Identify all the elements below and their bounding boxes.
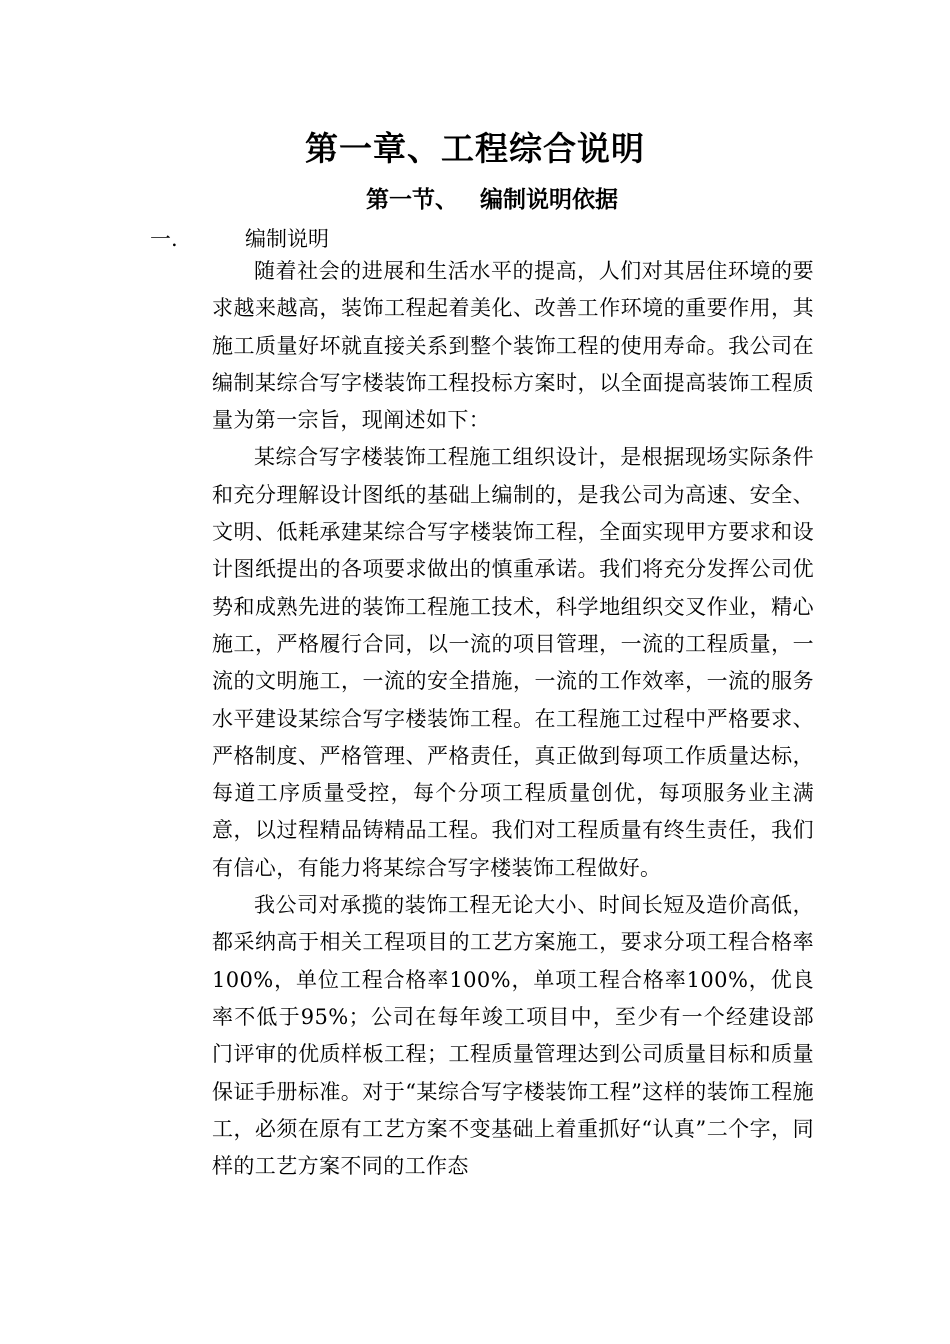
chapter-title: 第一章、工程综合说明 [305, 129, 645, 168]
section-title-text: 编制说明依据 [480, 187, 618, 213]
section-number: 第一节、 [366, 187, 458, 213]
item-number: 一. [150, 227, 178, 251]
item-heading [0, 221, 950, 257]
paragraph-3: 我公司对承揽的装饰工程无论大小、时间长短及造价高低，都采纳高于相关工程项目的工艺方案施工，要求分项工程合格率100%，单位工程合格率100%，单项工程合格率100%，优良率不低于95%；公司在每年竣工项目中，至少有一个经建设部门评审的优质样板工程；工程质量管理达到公司质量目标和质量保证手册标准。对于“某综合写字楼装饰工程”这样的装饰工程施工，必须在原有工艺方案不变基础上着重抓好“认真”二个字，同样的工艺方案不同的工作态 [212, 893, 814, 1179]
section-title [0, 180, 950, 220]
paragraph-1: 随着社会的进展和生活水平的提高，人们对其居住环境的要求越来越高，装饰工程起着美化、改善工作环境的重要作用，其施工质量好坏就直接关系到整个装饰工程的使用寿命。我公司在编制某综合写字楼装饰工程投标方案时，以全面提高装饰工程质量为第一宗旨，现阐述如下： [212, 259, 814, 433]
body-text [212, 253, 814, 1185]
item-label: 编制说明 [245, 227, 329, 251]
paragraph-2: 某综合写字楼装饰工程施工组织设计，是根据现场实际条件和充分理解设计图纸的基础上编制的，是我公司为高速、安全、文明、低耗承建某综合写字楼装饰工程，全面实现甲方要求和设计图纸提出的各项要求做出的慎重承诺。我们将充分发挥公司优势和成熟先进的装饰工程施工技术，科学地组织交叉作业，精心施工，严格履行合同，以一流的项目管理，一流的工程质量，一流的文明施工，一流的安全措施，一流的工作效率，一流的服务水平建设某综合写字楼装饰工程。在工程施工过程中严格要求、严格制度、严格管理、严格责任，真正做到每项工作质量达标，每道工序质量受控，每个分项工程质量创优，每项服务业主满意，以过程精品铸精品工程。我们对工程质量有终生责任，我们有信心，有能力将某综合写字楼装饰工程做好。 [212, 445, 814, 880]
